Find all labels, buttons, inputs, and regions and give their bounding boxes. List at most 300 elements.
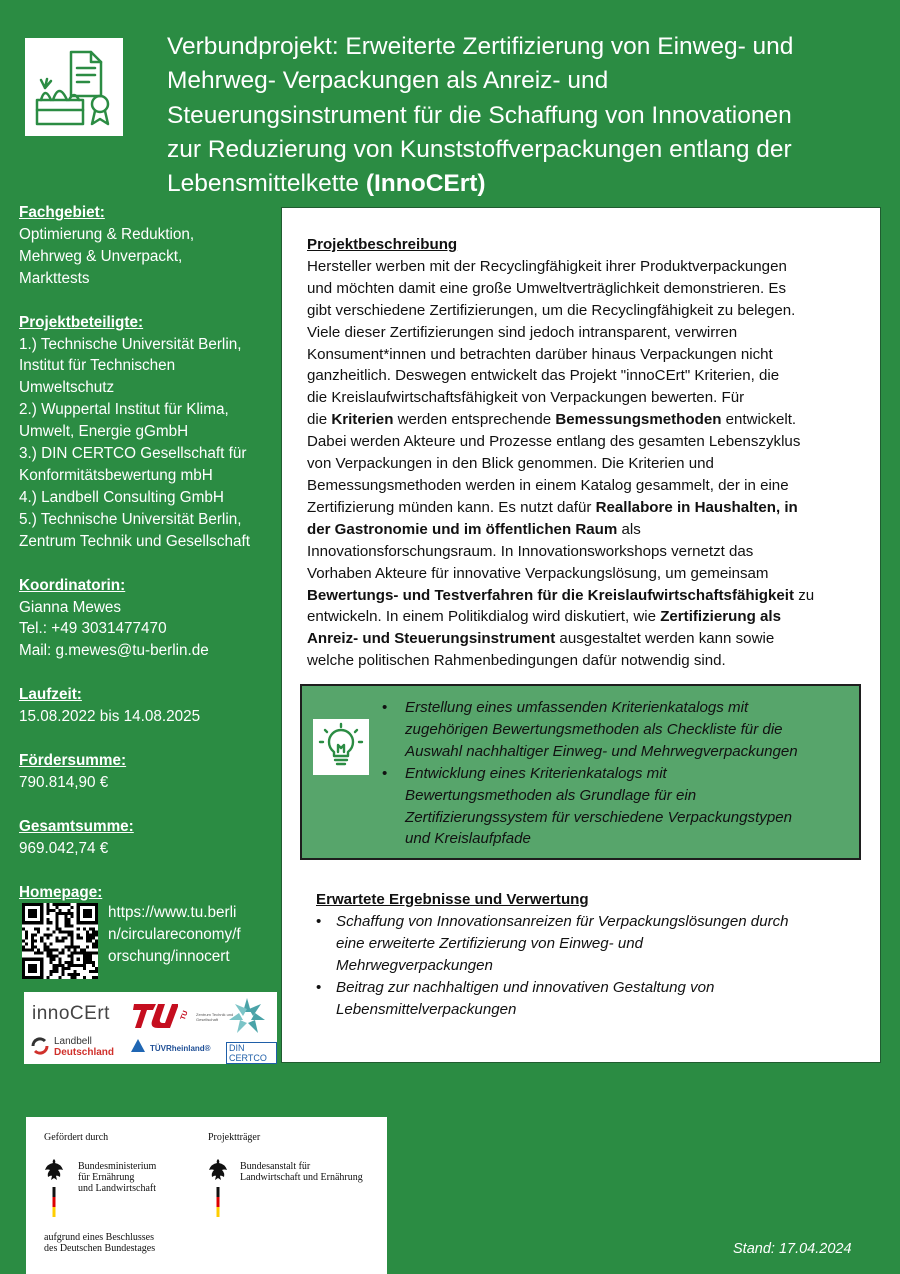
ministry-line: für Ernährung	[78, 1172, 135, 1183]
lightbulb-icon	[313, 719, 369, 775]
qr-module	[28, 949, 31, 952]
description-line	[307, 365, 852, 387]
description-line	[307, 563, 852, 585]
gesamtsumme-value: 969.042,74 €	[19, 839, 109, 857]
description-segment: Bemessungsmethoden werden in einem Katalog gesammelt, der in eine	[307, 476, 789, 494]
qr-module	[34, 939, 37, 942]
qr-module	[89, 958, 92, 961]
qr-module	[49, 955, 52, 958]
qr-module	[89, 970, 92, 973]
partner-logos	[24, 992, 277, 1064]
qr-module	[52, 970, 55, 973]
qr-module	[22, 946, 25, 949]
qr-module	[65, 924, 68, 927]
goal-line: • Entwicklung eines Kriterienkatalogs mit	[405, 764, 667, 782]
result-line: Mehrwegverpackungen	[336, 956, 493, 974]
qr-module	[55, 924, 58, 927]
qr-module	[65, 918, 68, 921]
qr-module	[49, 952, 52, 955]
landbell-icon	[30, 1036, 50, 1056]
qr-module	[55, 955, 58, 958]
status-date: Stand: 17.04.2024	[733, 1241, 852, 1257]
description-segment: Innovationsforschungsraum. In Innovationsworkshops vernetzt das	[307, 542, 754, 560]
description-line	[307, 519, 852, 541]
qr-module	[71, 906, 74, 909]
qr-module	[68, 955, 71, 958]
result-item	[316, 911, 846, 977]
qr-module	[52, 964, 55, 967]
tuv-triangle-icon	[130, 1038, 146, 1054]
qr-module	[37, 927, 40, 930]
qr-module	[25, 949, 28, 952]
project-description	[307, 234, 852, 672]
qr-module	[52, 967, 55, 970]
fachgebiet-line: Mehrweg & Unverpackt,	[19, 247, 183, 265]
qr-module	[55, 970, 58, 973]
qr-module	[31, 943, 34, 946]
qr-module	[37, 949, 40, 952]
qr-module	[46, 927, 49, 930]
qr-module	[28, 964, 37, 973]
qr-module	[58, 903, 61, 906]
project-acronym: (InnoCErt)	[365, 170, 486, 198]
qr-module	[58, 927, 61, 930]
qr-module	[55, 939, 58, 942]
foerdersumme-heading: Fördersumme:	[19, 752, 127, 770]
description-line	[307, 475, 852, 497]
funding-logos	[26, 1117, 387, 1274]
gesamtsumme-heading: Gesamtsumme:	[19, 817, 134, 835]
qr-module	[40, 936, 43, 939]
gesamtsumme-section	[19, 816, 274, 860]
qr-module	[92, 930, 95, 933]
foerdersumme-value: 790.814,90 €	[19, 773, 109, 791]
qr-module	[49, 958, 52, 961]
qr-module	[92, 927, 95, 930]
result-line: Lebensmittelverpackungen	[336, 1000, 517, 1018]
qr-module	[83, 927, 86, 930]
laufzeit-section	[19, 684, 274, 728]
qr-module	[92, 936, 95, 939]
ztg-logo-icon	[225, 994, 269, 1038]
qr-module	[68, 912, 71, 915]
description-segment: ausgestaltet werden kann sowie	[555, 630, 775, 648]
beteiligte-line: Konformitätsbewertung mbH	[19, 466, 213, 484]
qr-module	[46, 903, 49, 906]
qr-module	[49, 961, 52, 964]
qr-module	[80, 949, 83, 952]
qr-module	[49, 970, 52, 973]
beteiligte-line: 2.) Wuppertal Institut für Klima,	[19, 401, 229, 419]
qr-module	[34, 946, 37, 949]
homepage-section	[19, 882, 274, 904]
description-emphasis: Bewertungs- und Testverfahren für die Kreislaufwirtschaftsfähigkeit	[307, 586, 795, 604]
qr-module	[74, 973, 77, 976]
qr-module	[62, 930, 65, 933]
qr-module	[92, 976, 95, 979]
qr-code[interactable]	[22, 903, 98, 979]
description-emphasis: Reallabore in Haushalten, in	[595, 498, 798, 516]
ministry-line: und Landwirtschaft	[78, 1183, 157, 1194]
qr-module	[95, 952, 98, 955]
qr-module	[83, 949, 86, 952]
result-line: • Schaffung von Innovationsanreizen für Verpackungslösungen durch	[336, 912, 789, 930]
expected-results	[316, 889, 846, 1020]
qr-module	[86, 961, 89, 964]
qr-module	[62, 936, 65, 939]
qr-module	[71, 933, 74, 936]
qr-module	[68, 930, 71, 933]
qr-module	[95, 933, 98, 936]
qr-module	[55, 936, 58, 939]
footnote-line: des Deutschen Bundestages	[44, 1243, 156, 1254]
qr-module	[68, 924, 71, 927]
description-line	[307, 387, 852, 409]
qr-module	[49, 933, 52, 936]
description-segment: ganzheitlich. Deswegen entwickelt das Projekt "innoCErt" Kriterien, die	[307, 367, 780, 385]
qr-module	[92, 952, 95, 955]
beteiligte-heading: Projektbeteiligte:	[19, 313, 144, 331]
qr-module	[71, 973, 74, 976]
qr-module	[68, 918, 71, 921]
goal-line: Zertifizierungssystem für verschiedene Verpackungstypen	[405, 808, 793, 826]
description-emphasis: Kriterien	[331, 411, 394, 429]
qr-module	[46, 936, 49, 939]
description-segment: zu	[794, 586, 815, 604]
qr-module	[71, 912, 74, 915]
description-line	[307, 344, 852, 366]
qr-module	[65, 903, 68, 906]
qr-module	[55, 921, 58, 924]
qr-module	[52, 949, 55, 952]
description-segment: welche politischen Rahmenbedingungen dafür notwendig sind.	[307, 652, 726, 670]
description-line	[307, 256, 852, 278]
qr-module	[58, 909, 61, 912]
qr-module	[62, 964, 65, 967]
beteiligte-line: 5.) Technische Universität Berlin,	[19, 510, 242, 528]
beteiligte-line: 3.) DIN CERTCO Gesellschaft für	[19, 445, 247, 463]
qr-module	[58, 964, 61, 967]
qr-module	[74, 970, 77, 973]
qr-module	[34, 933, 37, 936]
description-line	[307, 278, 852, 300]
qr-module	[71, 930, 74, 933]
description-segment: Zertifizierung münden kann. Es nutzt dafür	[307, 498, 596, 516]
qr-module	[77, 936, 80, 939]
qr-module	[58, 958, 61, 961]
project-logo	[25, 38, 123, 136]
beteiligte-line: Zentrum Technik und Gesellschaft	[19, 532, 250, 550]
qr-module	[68, 946, 71, 949]
description-emphasis: der Gastronomie und im öffentlichen Raum	[307, 520, 618, 538]
description-segment: Dabei werden Akteure und Prozesse entlang des gesamten Lebenszyklus	[307, 433, 801, 451]
homepage-link[interactable]	[108, 902, 268, 968]
ministry-name	[78, 1161, 156, 1194]
qr-module	[65, 912, 68, 915]
traeger-label: Projektträger	[208, 1132, 261, 1143]
qr-module	[52, 955, 55, 958]
koordinatorin-mail[interactable]: Mail: g.mewes@tu-berlin.de	[19, 642, 209, 660]
results-heading: Erwartete Ergebnisse und Verwertung	[316, 891, 589, 908]
qr-module	[95, 939, 98, 942]
beteiligte-section	[19, 312, 274, 553]
qr-module	[49, 921, 52, 924]
description-segment: von Verpackungen in den Blick genommen. Die Kriterien und	[307, 455, 714, 473]
qr-module	[74, 976, 77, 979]
landbell-logo-top: Landbell	[54, 1036, 92, 1047]
laufzeit-value: 15.08.2022 bis 14.08.2025	[19, 708, 201, 726]
goal-line: • Erstellung eines umfassenden Kriterienkatalogs mit	[405, 699, 749, 716]
agency-name	[240, 1161, 363, 1183]
qr-module	[46, 918, 49, 921]
description-segment: gibt verschiedene Zertifizierungen, um die Recyclingfähigkeit zu belegen.	[307, 301, 796, 319]
agency-line: Bundesanstalt für	[240, 1161, 311, 1172]
results-list	[316, 911, 846, 1021]
goals-list	[382, 697, 852, 850]
qr-module	[43, 946, 46, 949]
qr-module	[55, 967, 58, 970]
qr-module	[89, 961, 92, 964]
qr-module	[25, 943, 28, 946]
qr-module	[34, 952, 37, 955]
qr-module	[68, 949, 71, 952]
qr-module	[68, 921, 71, 924]
qr-module	[68, 903, 71, 906]
qr-module	[55, 906, 58, 909]
qr-module	[58, 976, 61, 979]
qr-module	[95, 976, 98, 979]
goals-box	[300, 684, 861, 860]
description-text	[307, 256, 852, 672]
bundestag-footnote	[44, 1232, 155, 1254]
qr-module	[52, 909, 55, 912]
qr-module	[34, 927, 37, 930]
qr-module	[58, 939, 61, 942]
qr-module	[77, 973, 80, 976]
qr-module	[95, 946, 98, 949]
description-segment: werden entsprechende	[393, 411, 556, 429]
qr-module	[77, 946, 80, 949]
federal-eagle-icon	[208, 1157, 228, 1219]
qr-module	[77, 958, 80, 961]
qr-code-pattern	[22, 903, 98, 979]
koordinatorin-section	[19, 575, 274, 663]
qr-module	[49, 943, 52, 946]
qr-module	[46, 933, 49, 936]
qr-module	[40, 952, 43, 955]
description-emphasis: Zertifizierung als	[660, 608, 781, 626]
qr-module	[22, 927, 25, 930]
qr-module	[86, 958, 89, 961]
beteiligte-line: Umweltschutz	[19, 379, 115, 397]
beteiligte-line: 4.) Landbell Consulting GmbH	[19, 488, 224, 506]
description-line	[307, 497, 852, 519]
description-line	[307, 431, 852, 453]
tu-berlin-mark: TU	[179, 1009, 190, 1022]
footnote-line: aufgrund eines Beschlusses	[44, 1232, 154, 1243]
qr-module	[86, 933, 89, 936]
qr-module	[46, 921, 49, 924]
qr-module	[22, 939, 25, 942]
title-line: Mehrweg- Verpackungen als Anreiz- und	[167, 67, 609, 95]
din-certco-logo: DIN CERTCO	[226, 1042, 277, 1064]
agency-line: Landwirtschaft und Ernährung	[240, 1172, 363, 1183]
fachgebiet-section	[19, 202, 274, 290]
qr-module	[71, 936, 74, 939]
qr-module	[37, 930, 40, 933]
qr-module	[68, 909, 71, 912]
food-packaging-certificate-icon	[25, 38, 123, 136]
koordinatorin-tel[interactable]: Tel.: +49 3031477470	[19, 620, 167, 638]
goal-line: zugehörigen Bewertungsmethoden als Checkliste für die	[405, 720, 783, 738]
result-line: eine erweiterte Zertifizierung von Einweg- und	[336, 934, 644, 952]
qr-module	[49, 909, 52, 912]
qr-module	[71, 915, 74, 918]
qr-module	[83, 909, 92, 918]
qr-module	[55, 949, 58, 952]
qr-module	[46, 949, 49, 952]
qr-module	[58, 961, 61, 964]
qr-module	[31, 936, 34, 939]
qr-module	[86, 946, 89, 949]
beteiligte-line: Umwelt, Energie gGmbH	[19, 423, 189, 441]
beteiligte-line: Institut für Technischen	[19, 357, 176, 375]
qr-module	[92, 964, 95, 967]
qr-module	[55, 912, 58, 915]
qr-module	[74, 949, 77, 952]
qr-module	[71, 943, 74, 946]
fachgebiet-line: Markttests	[19, 269, 90, 287]
description-line	[307, 300, 852, 322]
landbell-logo-bottom: Deutschland	[54, 1047, 115, 1058]
qr-module	[52, 930, 55, 933]
qr-module	[92, 961, 95, 964]
ztg-logo-text: Zentrum Technik und Gesellschaft	[196, 1012, 234, 1022]
description-segment: Hersteller werben mit der Recyclingfähigkeit ihrer Produktverpackungen	[307, 257, 787, 275]
qr-module	[40, 939, 43, 942]
homepage-url-line: orschung/innocert	[108, 947, 230, 965]
qr-module	[37, 952, 40, 955]
qr-module	[86, 939, 89, 942]
beteiligte-line: 1.) Technische Universität Berlin,	[19, 335, 242, 353]
goal-line: Auswahl nachhaltiger Einweg- und Mehrwegverpackungen	[405, 742, 798, 760]
description-segment: als	[617, 520, 641, 538]
goal-line: und Kreislaufpfade	[405, 830, 531, 848]
innocert-logo: innoCErt	[32, 1003, 110, 1024]
qr-module	[52, 903, 55, 906]
ministry-line: Bundesministerium	[78, 1161, 157, 1172]
qr-module	[71, 976, 74, 979]
qr-module	[65, 930, 68, 933]
tuv-logo: TÜVRheinland®	[150, 1044, 211, 1053]
qr-module	[62, 970, 65, 973]
qr-module	[49, 973, 52, 976]
description-segment: die Kreislaufwirtschaftsfähigkeit von Verpackungen bewerten. Für	[307, 389, 745, 407]
qr-module	[65, 915, 68, 918]
qr-module	[55, 918, 58, 921]
description-segment: Vorhaben Akteure für innovative Verpackungslösung, um gemeinsam	[307, 564, 769, 582]
description-segment: entwickelt.	[721, 411, 797, 429]
description-line	[307, 628, 852, 650]
qr-module	[65, 946, 68, 949]
description-line	[307, 322, 852, 344]
project-facts-sidebar	[19, 202, 274, 904]
homepage-heading: Homepage:	[19, 883, 103, 901]
qr-module	[62, 967, 65, 970]
goal-item	[382, 697, 852, 763]
qr-module	[77, 933, 80, 936]
homepage-url-line: https://www.tu.berli	[108, 904, 237, 921]
qr-module	[62, 912, 65, 915]
description-line	[307, 650, 852, 672]
qr-module	[43, 949, 46, 952]
title-line: Verbundprojekt: Erweiterte Zertifizierung von Einweg- und	[167, 33, 794, 60]
title-line: Lebensmittelkette	[167, 170, 366, 198]
qr-module	[25, 930, 28, 933]
qr-module	[62, 903, 65, 906]
qr-module	[46, 955, 49, 958]
qr-module	[95, 930, 98, 933]
qr-module	[62, 939, 65, 942]
description-heading: Projektbeschreibung	[307, 236, 458, 253]
federal-eagle-icon	[44, 1157, 64, 1219]
qr-module	[80, 936, 83, 939]
fachgebiet-heading: Fachgebiet:	[19, 204, 105, 221]
qr-module	[62, 952, 65, 955]
qr-module	[65, 921, 68, 924]
koordinatorin-heading: Koordinatorin:	[19, 576, 126, 594]
qr-module	[89, 955, 92, 958]
qr-module	[25, 936, 28, 939]
qr-module	[55, 964, 58, 967]
goal-line: Bewertungsmethoden als Grundlage für ein	[405, 786, 697, 804]
homepage-url-line: n/circulareconomy/f	[108, 925, 241, 943]
qr-module	[43, 933, 46, 936]
qr-module	[95, 967, 98, 970]
qr-module	[92, 943, 95, 946]
title-line: Steuerungsinstrument für die Schaffung von Innovationen	[167, 101, 792, 129]
description-segment: Konsument*innen und betrachten darüber hinaus Verpackungen nicht	[307, 345, 773, 363]
qr-module	[86, 955, 89, 958]
qr-module	[68, 967, 71, 970]
tu-berlin-logo	[132, 1000, 178, 1030]
qr-module	[65, 936, 68, 939]
qr-module	[68, 964, 71, 967]
qr-module	[83, 976, 86, 979]
qr-module	[28, 909, 37, 918]
qr-module	[46, 906, 49, 909]
lightbulb-icon-tile	[313, 719, 369, 775]
description-emphasis: Bemessungsmethoden	[555, 411, 722, 429]
qr-module	[31, 946, 34, 949]
qr-module	[89, 936, 92, 939]
qr-module	[46, 909, 49, 912]
description-segment: Viele dieser Zertifizierungen sind jedoch intransparent, verwirren	[307, 323, 738, 341]
qr-module	[22, 949, 25, 952]
result-line: • Beitrag zur nachhaltigen und innovativen Gestaltung von	[336, 978, 715, 996]
qr-module	[62, 973, 65, 976]
qr-module	[68, 961, 71, 964]
qr-module	[74, 946, 77, 949]
qr-module	[65, 967, 68, 970]
gefoerdert-label: Gefördert durch	[44, 1132, 109, 1143]
title-line: zur Reduzierung von Kunststoffverpackungen entlang der	[167, 135, 792, 163]
qr-module	[58, 952, 61, 955]
koordinatorin-name: Gianna Mewes	[19, 598, 122, 616]
qr-module	[55, 903, 58, 906]
qr-module	[71, 924, 74, 927]
qr-module	[95, 970, 98, 973]
